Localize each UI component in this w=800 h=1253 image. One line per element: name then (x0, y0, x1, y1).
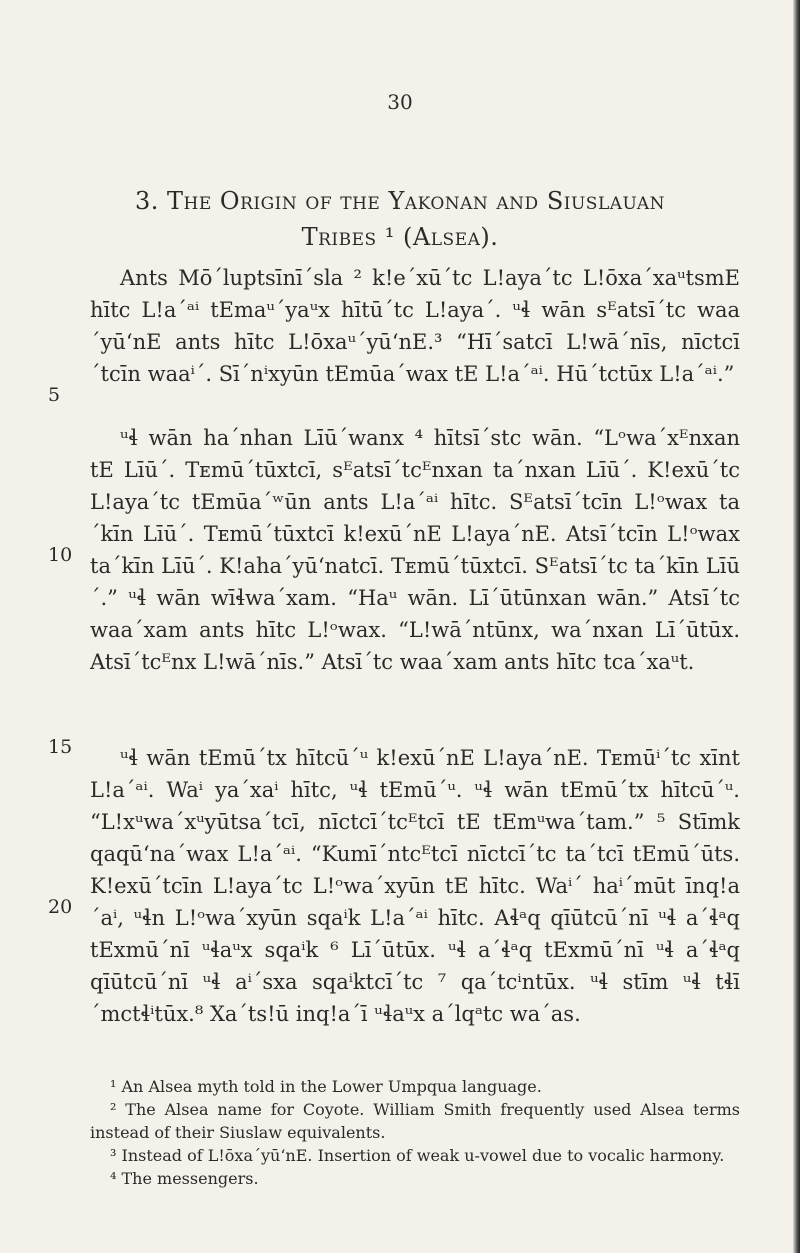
line-number: 10 (48, 544, 73, 566)
footnotes (90, 1075, 740, 1190)
title-line-2: Tribes ¹ (Alsea). (301, 223, 499, 251)
paragraph-2: ᵘɬ wān ha´nhan Līū´wanx ⁴ hītsī´stc wān. “Lᵒwa´xᴱnxan tE Līū´. Tᴇmū´tūxtcī, sᴱatsī´tcᴱnxan ta´nxan Līū´. K!exū´tc L!aya´tc tEmūa´ʷūn ants L!a´ᵃⁱ hītc. Sᴱatsī´tcīn L!ᵒwax ta´kīn Līū´. Tᴇmū´tūxtcī k!exū´nE L!aya´nE. Atsī´tcīn L!ᵒwax ta´kīn Līū´. K!aha´yūʻnatcī. Tᴇmū´tūxtcī. Sᴱatsī´tc ta´kīn Līū´.” ᵘɬ wān wīɬwa´xam. “Haᵘ wān. Lī´ūtūnxan wān.” Atsī´tc waa´xam ants hītc L!ᵒwax. “L!wā´ntūnx, wa´nxan Lī´ūtūx. Atsī´tcᴱnx L!wā´nīs.” Atsī´tc waa´xam ants hītc tca´xaᵘt. (90, 426, 740, 674)
paragraph-3: ᵘɬ wān tEmū´tx hītcū´ᵘ k!exū´nE L!aya´nE. Tᴇmūⁱ´tc xīnt L!a´ᵃⁱ. Waⁱ ya´xaⁱ hītc, ᵘɬ tEmū´ᵘ. ᵘɬ wān tEmū´tx hītcū´ᵘ. “L!xᵘwa´xᵘyūtsa´tcī, nīctcī´tcᴱtcī tE tEmᵘwa´tam.” ⁵ Stīmk qaqūʻna´wax L!a´ᵃⁱ. “Kumī´ntcᴱtcī nīctcī´tc ta´tcī tEmū´ūts. K!exū´tcīn L!aya´tc L!ᵒwa´xyūn tE hītc. Waⁱ´ haⁱ´mūt īnq!a´aⁱ, ᵘɬn L!ᵒwa´xyūn sqaⁱk L!a´ᵃⁱ hītc. Aɬᵃq qīūtcū´nī ᵘɬ a´ɬᵃq tExmū´nī ᵘɬaᵘx sqaⁱk ⁶ Lī´ūtūx. ᵘɬ a´ɬᵃq tExmū´nī ᵘɬ a´ɬᵃq qīūtcū´nī ᵘɬ aⁱ´sxa sqaⁱktcī´tc ⁷ qa´tcⁱntūx. ᵘɬ stīm ᵘɬ tɬī´mctɬⁱtūx.⁸ Xa´ts!ū inq!a´ī ᵘɬaᵘx a´lqᵃtc wa´as. (90, 746, 740, 1026)
page-number: 30 (387, 90, 413, 114)
line-number: 20 (48, 896, 73, 918)
footnote-3: ³ Instead of L!ōxa´yūʻnE. Insertion of weak u-vowel due to vocalic harmony. (110, 1146, 725, 1165)
paragraph-3-block (90, 742, 740, 1030)
paragraph-1-block (90, 262, 740, 390)
paragraph-1: Ants Mō´luptsīnī´sla ² k!e´xū´tc L!aya´tc L!ōxa´xaᵘtsmE hītc L!a´ᵃⁱ tEmaᵘ´yaᵘx hītū´tc L!aya´. ᵘɬ wān sᴱatsī´tc waa´yūʻnE ants hītc L!ōxaᵘ´yūʻnE.³ “Hī´satcī L!wā´nīs, nīctcī´tcīn waaⁱ´. Sī´nⁱxyūn tEmūa´wax tE L!a´ᵃⁱ. Hū´tctūx L!a´ᵃⁱ.” (90, 266, 740, 386)
title-line-1: 3. The Origin of the Yakonan and Siuslauan (135, 187, 665, 215)
footnote-4: ⁴ The messengers. (110, 1169, 259, 1188)
line-number: 5 (48, 384, 61, 406)
footnote-1: ¹ An Alsea myth told in the Lower Umpqua language. (110, 1077, 542, 1096)
footnote-2: ² The Alsea name for Coyote. William Smith frequently used Alsea terms instead of their Siuslaw equivalents. (90, 1100, 740, 1142)
paragraph-2-block (90, 422, 740, 678)
chapter-title (0, 183, 800, 255)
line-number: 15 (48, 736, 73, 758)
